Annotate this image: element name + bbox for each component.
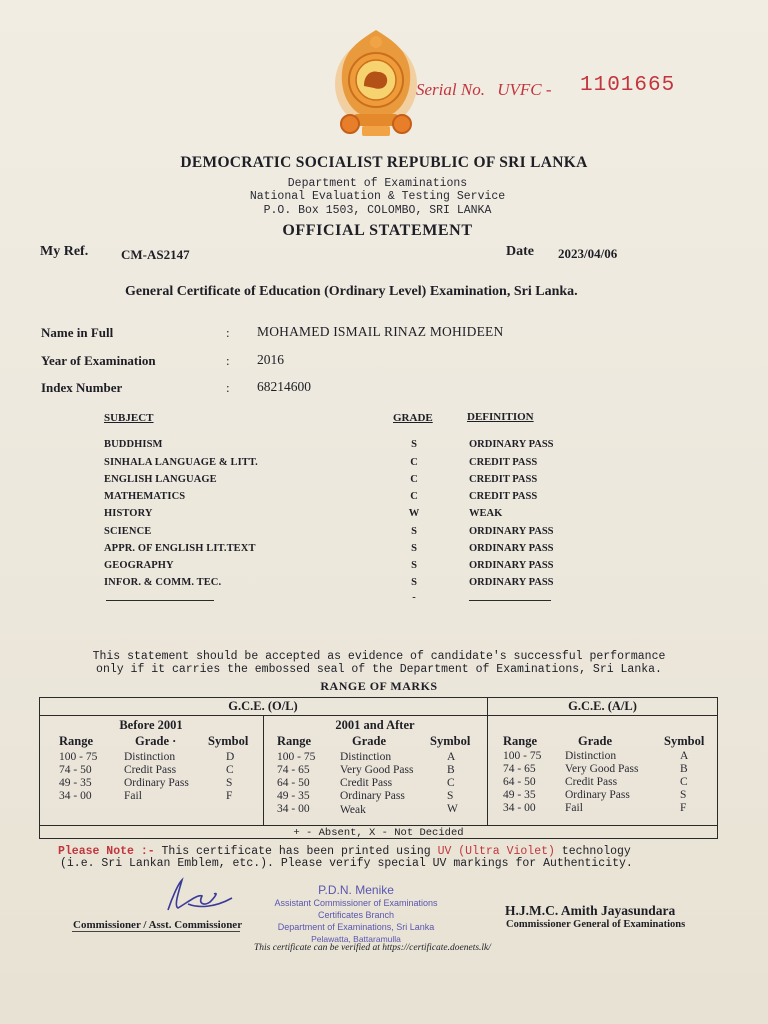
- subject-name: MATHEMATICS: [104, 491, 186, 502]
- name-colon: :: [226, 325, 230, 340]
- stamp-line-1: Assistant Commissioner of Examinations: [274, 898, 438, 908]
- grade-value: Fail: [124, 790, 142, 802]
- symbol-value: S: [447, 790, 454, 802]
- left-signature-rule: [72, 931, 240, 932]
- subject-grade: S: [411, 577, 417, 588]
- commissioner-signature: [158, 874, 238, 920]
- name-label: Name in Full: [41, 325, 114, 340]
- statement-line-1: This statement should be accepted as evidence of candidate's successful performance: [92, 650, 666, 663]
- subject-grade: C: [410, 474, 418, 485]
- stamp-line-3: Department of Examinations, Sri Lanka: [277, 922, 435, 932]
- candidate-name: MOHAMED ISMAIL RINAZ MOHIDEEN: [257, 324, 504, 339]
- grade-value: Weak: [340, 804, 366, 816]
- address-line: P.O. Box 1503, COLOMBO, SRI LANKA: [263, 204, 492, 217]
- range-value: 64 - 50: [277, 777, 310, 789]
- subject-name: BUDDHISM: [104, 439, 163, 450]
- range-value: 100 - 75: [59, 751, 98, 763]
- symbol-value: C: [680, 776, 688, 788]
- subject-name: GEOGRAPHY: [104, 560, 174, 571]
- symbol-value: S: [226, 777, 233, 789]
- ol-title: G.C.E. (O/L): [228, 699, 298, 713]
- service-line: National Evaluation & Testing Service: [249, 190, 506, 203]
- range-value: 49 - 35: [59, 777, 92, 789]
- grade-value: Credit Pass: [565, 776, 618, 788]
- subject-grade: S: [411, 439, 417, 450]
- grade-value: Ordinary Pass: [340, 790, 405, 802]
- serial-label: Serial No.: [416, 80, 485, 99]
- dept-line: Department of Examinations: [287, 177, 468, 190]
- symbol-value: C: [447, 777, 455, 789]
- subject-grade: C: [410, 457, 418, 468]
- range-value: 74 - 50: [59, 764, 92, 776]
- stamp-line-4: Pelawatta, Battaramulla: [311, 934, 401, 944]
- before-col-range: Range: [59, 734, 94, 748]
- subject-name: ENGLISH LANGUAGE: [104, 474, 217, 485]
- symbol-value: F: [226, 790, 233, 802]
- grade-value: Very Good Pass: [565, 763, 639, 775]
- subject-definition: ORDINARY PASS: [469, 577, 554, 588]
- range-value: 74 - 65: [503, 763, 536, 775]
- ref-value: CM-AS2147: [121, 247, 190, 262]
- range-value: 34 - 00: [503, 802, 536, 814]
- al-col-grade: Grade: [578, 734, 613, 748]
- ref-label: My Ref.: [40, 244, 89, 259]
- date-label: Date: [506, 244, 534, 259]
- serial-number: 1101665: [580, 74, 676, 97]
- al-title: G.C.E. (A/L): [568, 699, 637, 713]
- after-col-range: Range: [277, 734, 312, 748]
- end-line-definition: [469, 600, 551, 601]
- note-line-2: (i.e. Sri Lankan Emblem, etc.). Please verify special UV markings for Authenticity.: [60, 857, 633, 870]
- symbol-value: S: [680, 789, 687, 801]
- note-label: Please Note :-: [58, 845, 155, 858]
- grade-value: Credit Pass: [124, 764, 177, 776]
- after-col-symbol: Symbol: [430, 734, 471, 748]
- sri-lanka-emblem: [330, 26, 422, 142]
- grade-value: Distinction: [340, 751, 392, 763]
- range-value: 100 - 75: [503, 750, 542, 762]
- before-col-grade: Grade ·: [135, 734, 177, 748]
- index-colon: :: [226, 380, 230, 395]
- subject-definition: ORDINARY PASS: [469, 439, 554, 450]
- grade-value: Distinction: [565, 750, 617, 762]
- symbol-value: F: [680, 802, 687, 814]
- subject-grade: S: [411, 526, 417, 537]
- grade-value: Very Good Pass: [340, 764, 414, 776]
- year-colon: :: [226, 353, 230, 368]
- year-label: Year of Examination: [41, 353, 156, 368]
- ol-al-divider: [487, 697, 488, 825]
- symbol-value: D: [226, 751, 235, 763]
- range-value: 34 - 00: [277, 803, 310, 815]
- right-signatory-name: H.J.M.C. Amith Jayasundara: [505, 903, 676, 918]
- grade-value: Credit Pass: [340, 777, 393, 789]
- subject-definition: ORDINARY PASS: [469, 526, 554, 537]
- range-value: 100 - 75: [277, 751, 316, 763]
- symbol-value: A: [447, 751, 456, 763]
- subject-name: HISTORY: [104, 508, 153, 519]
- end-grade-dash: -: [412, 592, 416, 603]
- symbol-value: C: [226, 764, 234, 776]
- stamp-name: P.D.N. Menike: [318, 883, 394, 897]
- official-statement-title: OFFICIAL STATEMENT: [282, 222, 473, 239]
- statement-line-2: only if it carries the embossed seal of the Department of Examinations, Sri Lanka.: [96, 663, 662, 676]
- subject-name: INFOR. & COMM. TEC.: [104, 577, 222, 588]
- country-heading: DEMOCRATIC SOCIALIST REPUBLIC OF SRI LANKA: [180, 154, 588, 171]
- range-value: 64 - 50: [503, 776, 536, 788]
- range-value: 49 - 35: [277, 790, 310, 802]
- exam-title: General Certificate of Education (Ordinary Level) Examination, Sri Lanka.: [125, 284, 578, 299]
- stamp-line-2: Certificates Branch: [317, 910, 395, 920]
- grade-value: Ordinary Pass: [565, 789, 630, 801]
- marks-header-rule: [39, 715, 718, 716]
- subject-definition: WEAK: [469, 508, 503, 519]
- note-text-2: technology: [554, 845, 631, 858]
- marks-footer-rule: [39, 825, 718, 826]
- grade-value: Distinction: [124, 751, 176, 763]
- grade-value: Fail: [565, 802, 583, 814]
- range-of-marks-title: RANGE OF MARKS: [320, 679, 438, 693]
- subject-definition: CREDIT PASS: [469, 457, 538, 468]
- verify-note: This certificate can be verified at https://certificate.doenets.lk/: [254, 943, 491, 953]
- range-value: 49 - 35: [503, 789, 536, 801]
- serial-prefix: UVFC -: [497, 80, 552, 99]
- grade-value: Ordinary Pass: [124, 777, 189, 789]
- symbol-value: A: [680, 750, 689, 762]
- date-value: 2023/04/06: [558, 246, 618, 261]
- grade-header: GRADE: [393, 412, 433, 424]
- symbol-value: B: [680, 763, 688, 775]
- al-col-range: Range: [503, 734, 538, 748]
- after-2001-title: 2001 and After: [335, 718, 415, 732]
- left-signatory-title: Commissioner / Asst. Commissioner: [73, 919, 243, 931]
- note-text-1: This certificate has been printed using: [154, 845, 438, 858]
- index-number: 68214600: [257, 379, 311, 394]
- subject-definition: CREDIT PASS: [469, 491, 538, 502]
- al-col-symbol: Symbol: [664, 734, 705, 748]
- after-col-grade: Grade: [352, 734, 387, 748]
- before-2001-title: Before 2001: [119, 718, 183, 732]
- subject-definition: ORDINARY PASS: [469, 560, 554, 571]
- subject-name: SCIENCE: [104, 526, 152, 537]
- note-uv: UV (Ultra Violet): [437, 845, 555, 858]
- subject-name: APPR. OF ENGLISH LIT.TEXT: [104, 543, 256, 554]
- symbol-value: B: [447, 764, 455, 776]
- subject-grade: S: [411, 543, 417, 554]
- subject-definition: ORDINARY PASS: [469, 543, 554, 554]
- right-signatory-title: Commissioner General of Examinations: [506, 919, 686, 930]
- subject-definition: CREDIT PASS: [469, 474, 538, 485]
- index-label: Index Number: [41, 380, 123, 395]
- subject-grade: S: [411, 560, 417, 571]
- exam-year: 2016: [257, 352, 284, 367]
- subject-header: SUBJECT: [104, 412, 154, 424]
- before-col-symbol: Symbol: [208, 734, 249, 748]
- range-value: 74 - 65: [277, 764, 310, 776]
- subject-grade: W: [408, 508, 420, 519]
- subject-name: SINHALA LANGUAGE & LITT.: [104, 457, 258, 468]
- subject-grade: C: [410, 491, 418, 502]
- marks-footer: + - Absent, X - Not Decided: [293, 827, 464, 839]
- range-value: 34 - 00: [59, 790, 92, 802]
- definition-header: DEFINITION: [467, 411, 534, 423]
- symbol-value: W: [447, 803, 458, 815]
- end-line-subject: [106, 600, 214, 601]
